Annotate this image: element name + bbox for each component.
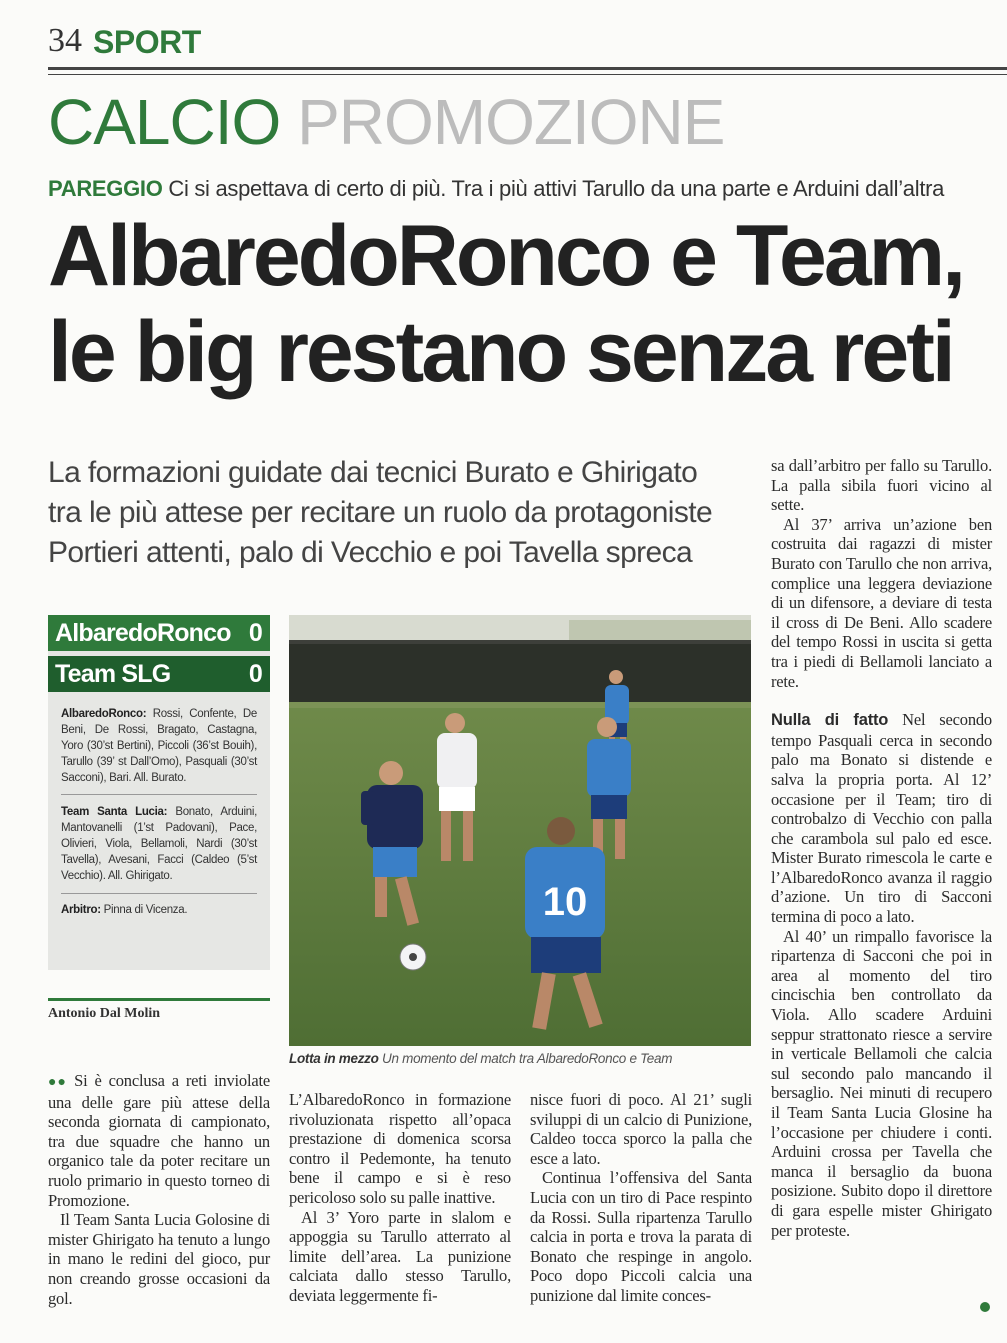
home-team-name: AlbaredoRonco	[55, 619, 231, 647]
paragraph: Continua l’offensiva del Santa Lucia con un tiro di Pace respinto da Rossi. Sulla ripartenza Tarullo calcia in porta e trova la parata di Bonato che respinge in angolo. Poco dopo Piccoli calcia una punizione dal limite conces-	[530, 1168, 752, 1305]
lead-line	[48, 176, 944, 202]
bullet-dots: ●●	[48, 1075, 68, 1090]
article-column-1	[48, 1071, 270, 1308]
away-lineup-label: Team Santa Lucia:	[61, 806, 168, 818]
lead-text: Ci si aspettava di certo di più. Tra i più attivi Tarullo da una parte e Arduini dall’altra	[168, 176, 945, 201]
subheadline-line-1: La formazioni guidate dai tecnici Burato e Ghirigato	[48, 456, 698, 489]
home-lineup-text: Rossi, Confente, De Beni, De Rossi, Bragato, Castagna, Yoro (30’st Bertini), Piccoli (36’st Bouih), Tarullo (39’ st Dall’Omo), Pasquali (30’st Sacconi), Bari. All. Burato.	[61, 708, 257, 784]
headline-line-1: AlbaredoRonco e Team,	[48, 208, 964, 304]
paragraph: Al 40’ un rimpallo favorisce la ripartenza di Sacconi che poi in area al momento del tiro cincischia ben controllato da Viola. Allo scadere Arduini seppur strattonato riesce a servire in verticale Bellamoli che calcia sul secondo palo mancando il bersaglio. Nei minuti di recupero il Team Santa Lucia Glosine ha l’occasione per chiudere i conti. Arduini crossa per Tavella che manca il bersaglio da buona posizione. Subito dopo il direttore di gara espelle mister Ghirigato per proteste.	[771, 926, 992, 1240]
away-team-score: 0	[248, 660, 262, 688]
referee-label: Arbitro:	[61, 904, 101, 916]
end-mark	[980, 1302, 990, 1312]
home-lineup-label: AlbaredoRonco:	[61, 708, 147, 720]
lineup-separator	[61, 794, 257, 795]
paragraph: Il Team Santa Lucia Golosine di mister Ghirigato ha tenuto a lungo in mano le redini del gioco, pur non creando grosse occasioni da gol.	[48, 1210, 270, 1308]
kicker-promozione: PROMOZIONE	[297, 86, 725, 158]
photo-caption	[289, 1051, 672, 1066]
jersey-number: 10	[542, 880, 588, 924]
article-column-3	[530, 1090, 752, 1306]
score-row-home	[48, 615, 270, 651]
lead-tag: PAREGGIO	[48, 176, 163, 201]
headline-line-2: le big restano senza reti	[48, 304, 953, 400]
headline	[48, 208, 968, 400]
article-column-2	[289, 1090, 511, 1306]
paragraph: sa dall’arbitro per fallo su Tarullo. La palla sibila fuori vicino al sette.	[771, 456, 992, 515]
away-team-name: Team SLG	[55, 660, 171, 688]
referee-separator	[61, 893, 257, 894]
subheadline-line-2: tra le più attese per recitare un ruolo da protagoniste	[48, 496, 713, 529]
score-row-away	[48, 656, 270, 692]
subheadline-line-3: Portieri attenti, palo di Vecchio e poi Tavella spreca	[48, 536, 693, 569]
paragraph: Al 3’ Yoro parte in slalom e appoggia su Tarullo atterrato al limite dell’area. La punizione calciata dallo stesso Tarullo, deviata leggermente fi-	[289, 1207, 511, 1305]
away-lineup-text: Bonato, Arduini, Mantovanelli (1’st Padovani), Pace, Olivieri, Viola, Bellamoli, Nardi (30’st Tavella), Avesani, Facci (Caldeo (5’st Vecchio). All. Ghirigato.	[61, 806, 257, 882]
article-column-4	[771, 456, 992, 1240]
section-label: SPORT	[93, 24, 201, 60]
author-rule	[48, 998, 270, 1001]
kicker	[48, 82, 724, 162]
paragraph	[48, 1071, 270, 1210]
paragraph: nisce fuori di poco. Al 21’ sugli sviluppi di un calcio di Punizione, Caldeo tocca sporco la palla che esce a lato.	[530, 1090, 752, 1168]
referee	[61, 902, 257, 918]
referee-text: Pinna di Vicenza.	[103, 904, 188, 916]
home-team-score: 0	[248, 619, 262, 647]
home-lineup	[61, 706, 257, 786]
paragraph: Al 37’ arriva un’azione ben costruita dai ragazzi di mister Burato con Tarullo che non arriva, complice una leggera deviazione di un difensore, a deviare di testa il cross di De Beni. Allo scadere del tempo Rossi in uscita si getta tra i piedi di Bellamoli lanciato a rete.	[771, 514, 992, 691]
caption-title: Lotta in mezzo	[289, 1051, 379, 1066]
subhead: Nulla di fatto	[771, 711, 889, 730]
paragraph: L’AlbaredoRonco in formazione rivoluzionata rispetto all’opaca prestazione di domenica scorsa contro il Pedemonte, ha tenuto bene il campo e si è reso pericoloso solo su palle inattive.	[289, 1090, 511, 1207]
header-rule-thin	[48, 74, 1007, 75]
kicker-calcio: CALCIO	[48, 86, 281, 158]
scorebox	[48, 615, 270, 970]
match-photo-illustration	[289, 615, 751, 1046]
author-byline: Antonio Dal Molin	[48, 1006, 161, 1021]
paragraph-text: Nel secondo tempo Pasquali cerca in secondo palo ma Bonato si distende e salva la propria porta. Al 12’ occasione per il Team; tiro di controbalzo di Vecchio con palla che carambola sul palo ed esce. Mister Burato rimescola le carte e l’AlbaredoRonco avanza il raggio d’azione. Un tiro di Sacconi termina di poco a lato.	[771, 710, 992, 927]
away-lineup	[61, 804, 257, 884]
page-number: 34	[48, 22, 82, 59]
paragraph	[771, 710, 992, 927]
paragraph-text: Si è conclusa a reti inviolate una delle gare più attese della seconda giornata di campionato, tra due squadre che hanno un organico tale da poter recitare un ruolo primario in questo torneo di Promozione.	[48, 1071, 270, 1210]
header-rule	[48, 67, 1007, 70]
caption-text: Un momento del match tra AlbaredoRonco e Team	[382, 1051, 673, 1066]
match-photo	[289, 615, 751, 1046]
